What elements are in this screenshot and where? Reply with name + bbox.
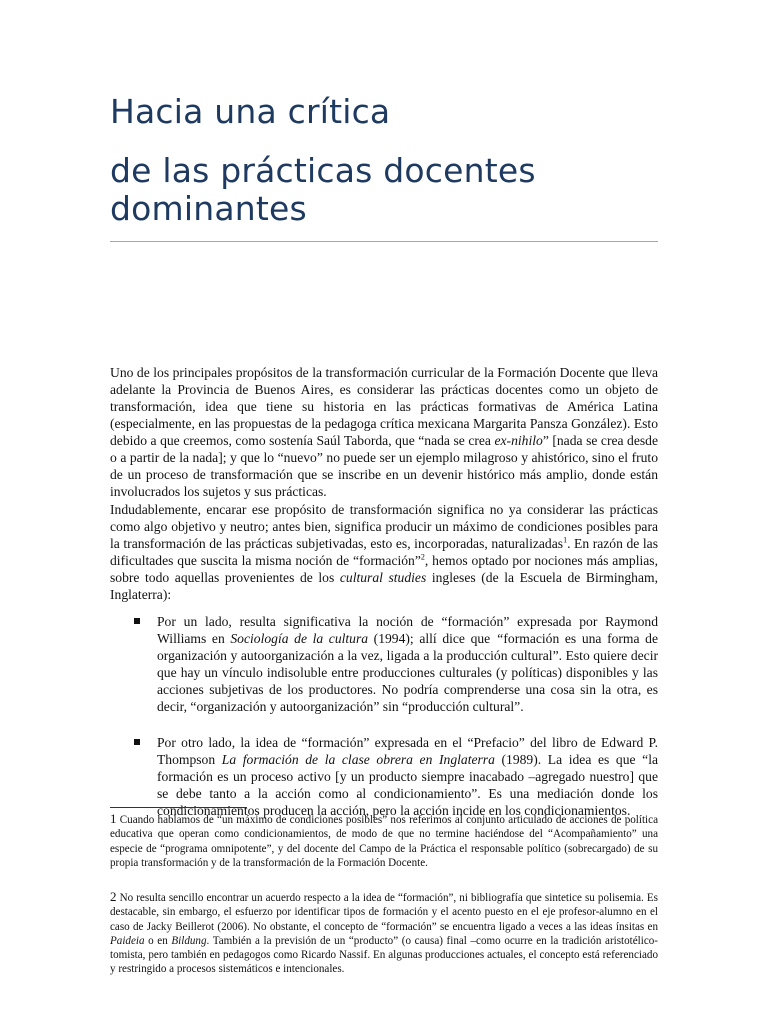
- bullet-1-text-3: formación es una forma de organización y autoorganización a la vez, ligada a la producción cultural”. Esto quiere decir que hay un vínculo indisoluble entre producciones culturales (y políticas) disponibles y las acciones subjetivas de los productores. No podría comprenderse una cosa sin la otra, es decir, “organización y autoorganización” sin “producción cultural”.: [157, 631, 658, 714]
- footnote-2-number: 2: [110, 889, 117, 904]
- bullet-2-text-1: Por otro lado, la idea de “formación” expresada en el “Prefacio” del libro de Edward P. Thompson: [157, 735, 658, 767]
- paragraph-intro-text-1: Uno de los principales propósitos de la transformación curricular de la Formación Docente que lleva adelante la Provincia de Buenos Aires, es considerar las prácticas docentes como un objeto de transformación, idea que tiene su historia en las prácticas formativas de América Latina (especialmente, en las propuestas de la pedagoga crítica mexicana Margarita Pansza González). Esto debido a que creemos, como sostenía Saúl Taborda, que “nada se crea: [110, 365, 658, 448]
- bullet-2-italic: La formación de la clase obrera en Inglaterra: [221, 752, 495, 767]
- footnote-2-italic-2: Bildung: [171, 934, 207, 947]
- paragraph-second-text-3: , hemos optado por nociones más amplias, sobre todo aquellas provenientes de los: [110, 553, 658, 585]
- footnote-2: [110, 890, 658, 977]
- title-divider: [110, 241, 658, 242]
- paragraph-intro: [110, 364, 658, 500]
- footnote-2-italic-1: Paideia: [110, 934, 145, 947]
- paragraph-second: [110, 501, 658, 603]
- title-line-1: Hacia una crítica: [110, 92, 391, 131]
- bullet-2-text-2: (1989). La idea es que “la formación es un proceso activo [y un producto siempre inacabado –agregado nuestro] que se debe tanto a la acción como al condicionamiento”. Es una mediación donde los condicionamientos producen la acción, pero la acción incide en los condicionamientos.: [157, 752, 658, 818]
- footnote-ref-1[interactable]: 1: [563, 535, 568, 545]
- paragraph-second-text-4: ingleses (de la Escuela de Birmingham, Inglaterra):: [110, 570, 658, 602]
- list-item: [110, 613, 658, 715]
- footnote-1-text: Cuando hablamos de “un máximo de condiciones posibles” nos referimos al conjunto articulado de acciones de política educativa que operan como condicionamientos, de modo de que no termine haciéndose del “Acompañamiento” una especie de “programa omnipotente”, y del docente del Campo de la Práctica el responsable político (sobrecargado) de su propia transformación y de la transformación de la Formación Docente.: [110, 814, 658, 869]
- bullet-1-text-1: Por un lado, resulta significativa la noción de “formación” expresada por Raymond Williams en: [157, 614, 658, 646]
- paragraph-second-text-1: Indudablemente, encarar ese propósito de transformación significa no ya considerar las prácticas como algo objetivo y neutro; antes bien, significa producir un máximo de condiciones posibles para la transformación de las prácticas subjetivadas, esto es, incorporadas, naturalizadas: [110, 502, 658, 551]
- bullet-1-quote: “: [495, 631, 504, 646]
- paragraph-intro-text-2: ” [nada se crea desde o a partir de la nada]; y que lo “nuevo” no puede ser un ejemplo milagroso y ahistórico, sino el fruto de un proceso de transformación que se inscribe en un devenir histórico más amplio, donde están involucrados los sujetos y sus prácticas.: [110, 433, 659, 499]
- footnote-2-text-3: . También a la previsión de un “producto” (o causa) final –como ocurre en la tradición aristotélico-tomista, pero también en pedagogos como Ricardo Nassif. En algunas producciones actuales, el concepto está referenciado y restringido a procesos sistemáticos e intencionales.: [110, 934, 658, 976]
- footnote-1-number: 1: [110, 811, 117, 826]
- title-line-2: de las prácticas docentes dominantes: [110, 151, 536, 228]
- footnote-2-text-1: No resulta sencillo encontrar un acuerdo respecto a la idea de “formación”, ni bibliografía que sintetice su polisemia. Es destacable, sin embargo, el esfuerzo por identificar tipos de formación y el acento puesto en el eje profesor-alumno en el caso de Jacky Beillerot (2006). No obstante, el concepto de “formación” se encuentra ligado a veces a las ideas ínsitas en: [110, 892, 658, 933]
- bullet-square-icon: [134, 739, 140, 745]
- footnote-2-text-2: o en: [144, 934, 172, 947]
- bullet-list: [110, 613, 658, 838]
- footnote-ref-2[interactable]: 2: [420, 552, 425, 562]
- bullet-square-icon: [134, 618, 140, 624]
- footnote-separator: [110, 807, 247, 808]
- bullet-1-text-2: (1994); allí dice que: [368, 631, 496, 646]
- paragraph-second-text-2: . En razón de las dificultades que suscita la misma noción de “formación”: [110, 536, 658, 568]
- paragraph-intro-italic: ex-nihilo: [494, 433, 543, 448]
- paragraph-second-italic: cultural studies: [339, 570, 427, 585]
- bullet-1-italic: Sociología de la cultura: [230, 631, 369, 646]
- footnote-1: [110, 812, 658, 870]
